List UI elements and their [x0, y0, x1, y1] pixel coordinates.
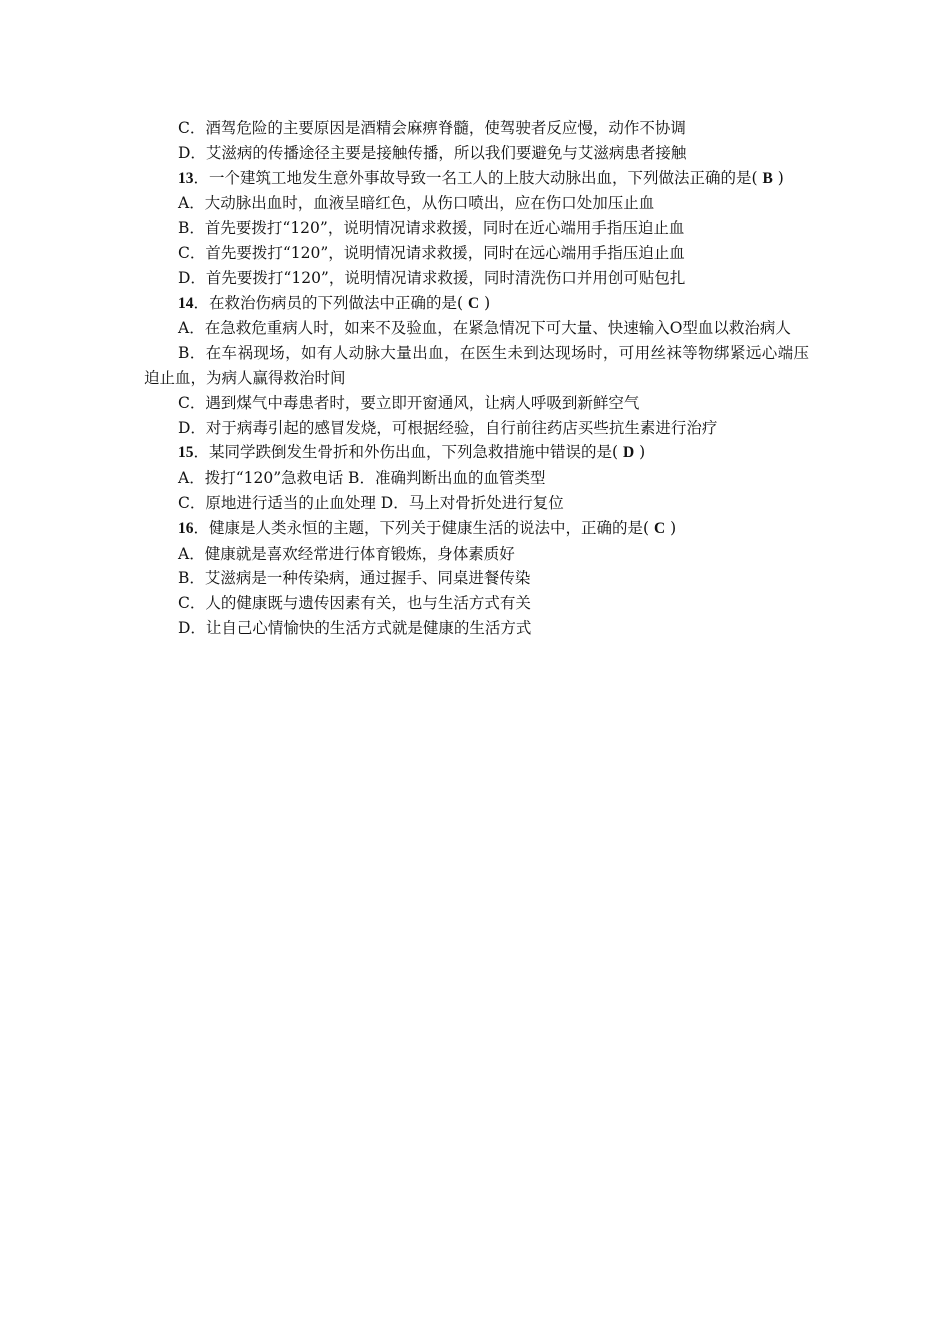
q16-option-b: B．艾滋病是一种传染病，通过握手、同桌进餐传染 [178, 569, 531, 588]
q13-text: ．一个建筑工地发生意外事故导致一名工人的上肢大动脉出血，下列做法正确的是( [193, 168, 758, 187]
q15-options-ab: A．拨打“120”急救电话 B．准确判断出血的血管类型 [178, 469, 546, 488]
q13-option-b: B．首先要拨打“120”，说明情况请求救援，同时在近心端用手指压迫止血 [178, 219, 685, 238]
q13-stem [144, 166, 809, 192]
q14-close: ) [484, 293, 491, 312]
q13-option-d: D．首先要拨打“120”，说明情况请求救援，同时清洗伤口并用创可贴包扎 [178, 268, 686, 287]
q13-option-c: C．首先要拨打“120”，说明情况请求救援，同时在远心端用手指压迫止血 [178, 243, 685, 262]
q16-text: ．健康是人类永恒的主题，下列关于健康生活的说法中，正确的是( [193, 518, 650, 537]
q15-stem [144, 440, 809, 466]
q14-stem [144, 291, 809, 317]
q14-number: 14 [178, 294, 194, 312]
q15-close: ) [639, 443, 646, 462]
q13-close: ) [777, 168, 784, 187]
q15-number: 15 [178, 444, 194, 462]
q14-option-d: D．对于病毒引起的感冒发烧，可根据经验，自行前往药店买些抗生素进行治疗 [178, 418, 718, 437]
q12-option-c: C．酒驾危险的主要原因是酒精会麻痹脊髓，使驾驶者反应慢，动作不协调 [178, 119, 686, 137]
q16-option-a: A．健康就是喜欢经常进行体育锻炼，身体素质好 [178, 544, 515, 563]
question-list [144, 116, 809, 641]
q16-answer: C [654, 519, 666, 537]
q16-option-c: C．人的健康既与遗传因素有关，也与生活方式有关 [178, 594, 531, 613]
q16-close: ) [670, 518, 677, 537]
q14-text: ．在救治伤病员的下列做法中正确的是( [193, 293, 464, 312]
q16-number: 16 [178, 519, 194, 537]
q16-stem [144, 516, 809, 542]
q13-answer: B [762, 169, 773, 187]
q15-text: ．某同学跌倒发生骨折和外伤出血，下列急救措施中错误的是( [193, 443, 619, 462]
q15-answer: D [623, 444, 635, 462]
q16-option-d: D．让自己心情愉快的生活方式就是健康的生活方式 [178, 618, 532, 637]
q13-option-a: A．大动脉出血时，血液呈暗红色，从伤口喷出，应在伤口处加压止血 [178, 194, 655, 213]
q14-option-b: B．在车祸现场，如有人动脉大量出血，在医生未到达现场时，可用丝袜等物绑紧远心端压迫止血，为病人赢得救治时间 [144, 344, 809, 387]
q14-answer: C [468, 294, 480, 312]
q13-number: 13 [178, 169, 194, 187]
q14-option-a: A．在急救危重病人时，如来不及验血，在紧急情况下可大量、快速输入O型血以救治病人 [178, 319, 791, 338]
q12-option-d: D．艾滋病的传播途径主要是接触传播，所以我们要避免与艾滋病患者接触 [178, 143, 687, 162]
q15-options-cd: C．原地进行适当的止血处理 D．马上对骨折处进行复位 [178, 493, 564, 512]
q14-option-c: C．遇到煤气中毒患者时，要立即开窗通风，让病人呼吸到新鲜空气 [178, 393, 640, 412]
